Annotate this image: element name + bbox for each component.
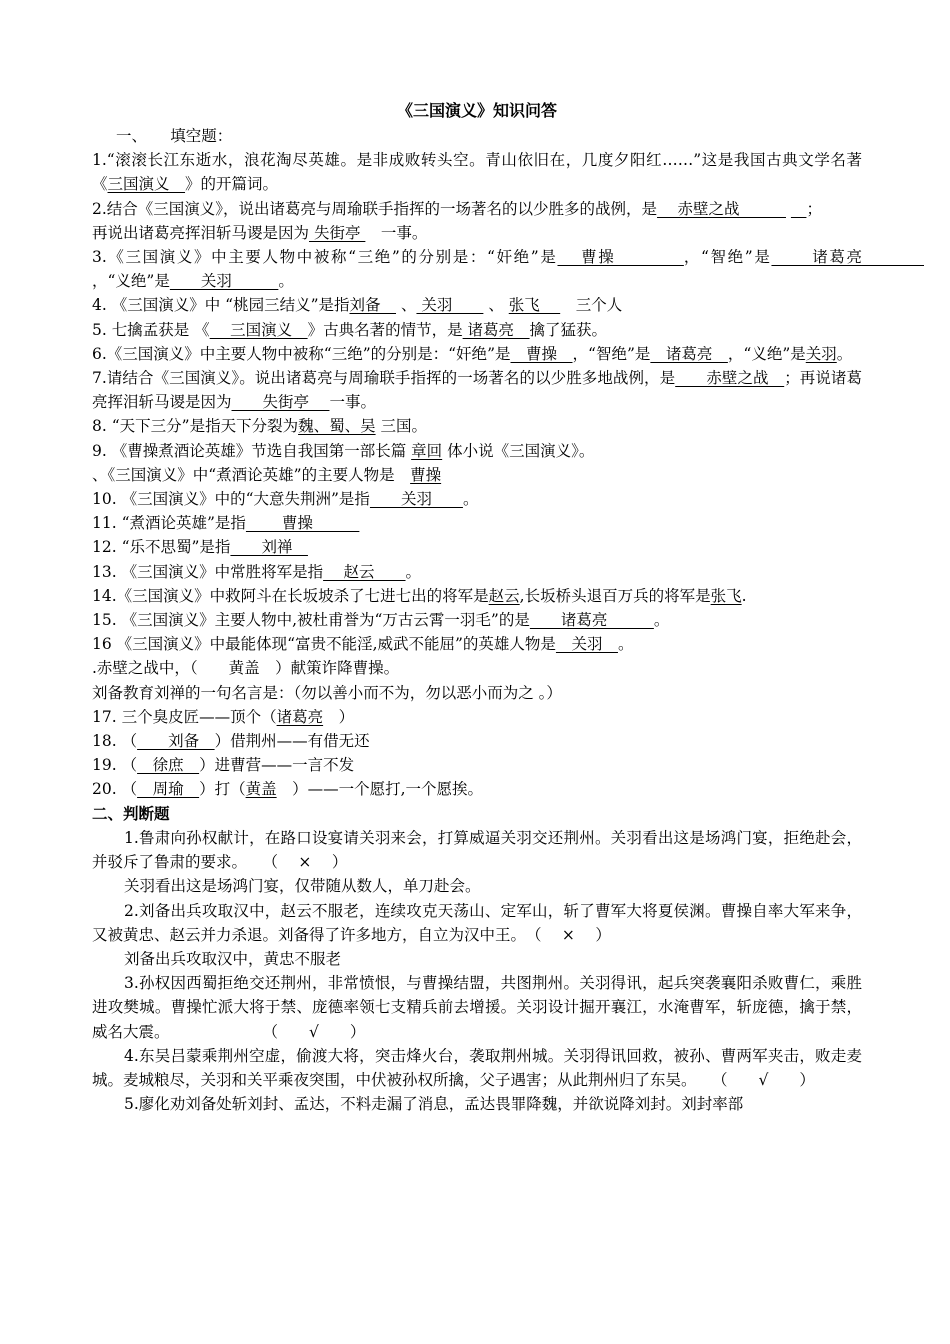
question-16-quote (92, 681, 862, 705)
text-segment: 10. 《三国演义》中的“大意失荆洲”是指 (92, 490, 370, 509)
judgment-1: 1.鲁肃向孙权献计，在路口设宴请关羽来会，打算威逼关羽交还荆州。关羽看出这是场鸿门宴，拒绝赴会，并驳斥了鲁肃的要求。 （ × ） (92, 828, 862, 872)
answer-blank: 关羽 (805, 344, 837, 363)
answer-blank: 失街亭 (309, 223, 366, 242)
answer-blank: 曹操 (245, 514, 360, 533)
question-16-chibi (92, 656, 862, 680)
text-segment: 》古典名著的情节，是 (307, 320, 463, 339)
question-6 (92, 342, 862, 366)
answer-blank: 周瑜 (137, 780, 200, 799)
answer-blank: 赤壁之战 (657, 199, 786, 218)
text-segment: 19. （ (92, 756, 138, 775)
question-14 (92, 584, 862, 608)
text-segment: ，“智绝”是 (683, 248, 772, 267)
text-segment: 、 (396, 296, 417, 315)
answer-blank: 赵云 (488, 586, 520, 605)
text-segment: ，“义绝”是 (92, 272, 170, 291)
question-2-continued (92, 221, 862, 245)
answer-blank: 魏、蜀、吴 (298, 417, 376, 436)
answer-blank: 徐庶 (137, 756, 200, 775)
text-segment: ）进曹营——一言不发 (199, 756, 355, 775)
question-12 (92, 535, 862, 559)
text-segment: 一事。 (329, 393, 376, 412)
text-segment: 三个人 (560, 296, 623, 315)
text-segment: 。 (405, 562, 422, 581)
answer-blank: 关羽 (169, 272, 279, 291)
question-9-continued (92, 463, 862, 487)
question-10 (92, 487, 862, 511)
text-segment: 2.结合《三国演义》，说出诸葛亮与周瑜联手指挥的一场著名的以少胜多的战例，是 (92, 199, 658, 218)
answer-blank: 诸葛亮 (529, 611, 654, 630)
judgment-2: 2.刘备出兵攻取汉中，赵云不服老，连续攻克天荡山、定军山，斩了曹军大将夏侯渊。曹操自率大军来争，又被黄忠、赵云并力杀退。刘备得了许多地方，自立为汉中王。 （ × ） (92, 901, 862, 944)
judgment-4: 4.东吴吕蒙乘荆州空虚，偷渡大将，突击烽火台，袭取荆州城。关羽得讯回救，被孙、曹两军夹击，败走麦城。麦城粮尽，关羽和关平乘夜突围，中伏被孙权所擒，父子遇害；从此荆州归了东吴。 （ √ ） (92, 1046, 862, 1089)
text-segment: 4. 《三国演义》中 “桃园三结义”是指 (92, 296, 350, 315)
answer-blank: 刘备 (137, 732, 215, 751)
answer-blank: 三国演义 (209, 320, 308, 339)
question-17 (92, 705, 862, 729)
question-3 (92, 245, 924, 293)
answer-blank: 曹操 (510, 344, 573, 363)
text-segment: 。 (617, 635, 634, 654)
question-16 (92, 632, 862, 656)
question-7 (92, 366, 862, 414)
text-segment: 17. 三个臭皮匠——顶个（ (92, 707, 277, 726)
text-segment: 12. “乐不思蜀”是指 (92, 538, 231, 557)
question-2 (92, 197, 862, 221)
text-segment: 。 (462, 490, 479, 509)
answer-blank: 章回 (411, 441, 443, 460)
text-segment: ；再说诸葛亮挥泪斩马谡是因为 (92, 369, 862, 412)
question-19 (92, 753, 862, 777)
answer-blank: 曹操 (410, 465, 442, 484)
text-segment: .赤壁之战中，（ 黄盖 ）献策诈降曹操。 (92, 659, 400, 678)
answer-blank: 赤壁之战 (675, 369, 785, 388)
text-segment: 9. 《曹操煮酒论英雄》节选自我国第一部长篇 (92, 441, 412, 460)
answer-blank: 黄盖 (245, 780, 277, 799)
answer-blank: 张飞 (508, 296, 561, 315)
judgment-5: 5.廖化劝刘备处斩刘封、孟达，不料走漏了消息，孟达畏罪降魏，并欲说降刘封。刘封率部 (124, 1095, 744, 1114)
text-segment: 擒了猛获。 (529, 320, 608, 339)
text-segment: 》的开篇词。 (185, 175, 279, 194)
text-segment: 16 《三国演义》中最能体现“富贵不能淫,威武不能屈”的英雄人物是 (92, 635, 556, 654)
answer-blank (791, 200, 807, 218)
text-segment: 刘备教育刘禅的一句名言是：（勿以善小而不为，勿以恶小而为之 。） (92, 683, 562, 702)
answer-blank: 诸葛亮 (771, 248, 924, 267)
text-segment: ）——一个愿打,一个愿挨。 (276, 780, 484, 799)
text-segment: ）打（ (199, 780, 246, 799)
text-segment: 14.《三国演义》中救阿斗在长坂坡杀了七进七出的将军是 (92, 586, 489, 605)
question-1 (92, 148, 862, 196)
text-segment: 三国。 (375, 417, 428, 436)
question-9 (92, 439, 862, 463)
text-segment: 一事。 (365, 223, 428, 242)
text-segment: 。 (278, 272, 294, 291)
question-5 (92, 318, 862, 342)
text-segment: ，“智绝”是 (572, 344, 651, 363)
answer-blank: 失街亭 (231, 393, 330, 412)
answer-blank: 刘禅 (230, 538, 308, 557)
text-segment: 13. 《三国演义》中常胜将军是指 (92, 562, 324, 581)
answer-blank: 刘备 (349, 296, 397, 315)
answer-blank: 关羽 (416, 296, 484, 315)
text-segment: 5. 七擒孟获是 《 (92, 320, 210, 339)
answer-blank: 曹操 (557, 248, 684, 267)
question-11 (92, 511, 862, 535)
judgment-1-note: 关羽看出这是场鸿门宴，仅带随从数人，单刀赴会。 (124, 877, 481, 896)
section-heading-judgment: 二、判断题 (92, 803, 170, 823)
text-segment: 。 (836, 344, 853, 363)
judgment-3: 3.孙权因西蜀拒绝交还荆州，非常愤恨，与曹操结盟，共图荆州。关羽得讯，起兵突袭襄阳杀败曹仁，乘胜进攻樊城。曹操忙派大将于禁、庞德率领七支精兵前去增援。关羽设计掘开襄江，水淹曹军，斩庞德，擒于禁，威名大震。 （ √ ） (92, 974, 862, 1041)
text-segment: 11. “煮酒论英雄”是指 (92, 514, 246, 533)
answer-blank: 三国演义 (107, 175, 186, 194)
section-heading-fill-in: 一、 填空题： (116, 127, 233, 145)
page-title: 《三国演义》知识问答 (396, 101, 557, 120)
answer-blank: 诸葛亮 (650, 344, 728, 363)
question-8 (92, 414, 862, 438)
answer-blank: 张飞 (710, 586, 742, 605)
question-15 (92, 608, 862, 632)
question-13 (92, 560, 862, 584)
text-segment: 6.《三国演义》中主要人物中被称“三绝”的分别是：“奸绝”是 (92, 344, 511, 363)
answer-blank: 诸葛亮 (276, 707, 324, 726)
text-segment: ）借荆州——有借无还 (214, 732, 370, 751)
text-segment: 1.“滚滚长江东逝水，浪花淘尽英雄。是非成败转头空。青山依旧在，几度夕阳红……”这是我国古典文学名著《 (92, 151, 862, 194)
text-segment: . (741, 586, 747, 605)
answer-blank: 关羽 (369, 490, 463, 509)
judgment-2-note: 刘备出兵攻取汉中，黄忠不服老 (124, 949, 342, 968)
text-segment: 8. “天下三分”是指天下分裂为 (92, 417, 299, 436)
text-segment: 。 (653, 611, 670, 630)
text-segment: ，“义绝”是 (727, 344, 806, 363)
answer-blank: 诸葛亮 (462, 320, 530, 339)
text-segment: ） (323, 707, 355, 726)
text-segment: 再说出诸葛亮挥泪斩马谡是因为 (92, 223, 310, 242)
answer-blank: 关羽 (555, 635, 618, 654)
text-segment: 体小说《三国演义》。 (442, 441, 595, 460)
text-segment: 、 (483, 296, 509, 315)
text-segment: ； (806, 199, 822, 218)
question-18 (92, 729, 862, 753)
text-segment: 3.《三国演义》中主要人物中被称“三绝”的分别是：“奸绝”是 (92, 248, 558, 267)
document-page (92, 98, 924, 1116)
text-segment: 18. （ (92, 732, 138, 751)
question-20 (92, 777, 862, 801)
text-segment: ,长坂桥头退百万兵的将军是 (519, 586, 711, 605)
text-segment: 7.请结合《三国演义》。说出诸葛亮与周瑜联手指挥的一场著名的以少胜多地战例，是 (92, 369, 676, 388)
question-4 (92, 293, 862, 317)
text-segment: 、《三国演义》中“煮酒论英雄”的主要人物是 (92, 465, 411, 484)
text-segment: 15. 《三国演义》主要人物中,被杜甫誉为“万古云霄一羽毛”的是 (92, 611, 530, 630)
text-segment: 20. （ (92, 780, 138, 799)
answer-blank: 赵云 (323, 562, 406, 581)
